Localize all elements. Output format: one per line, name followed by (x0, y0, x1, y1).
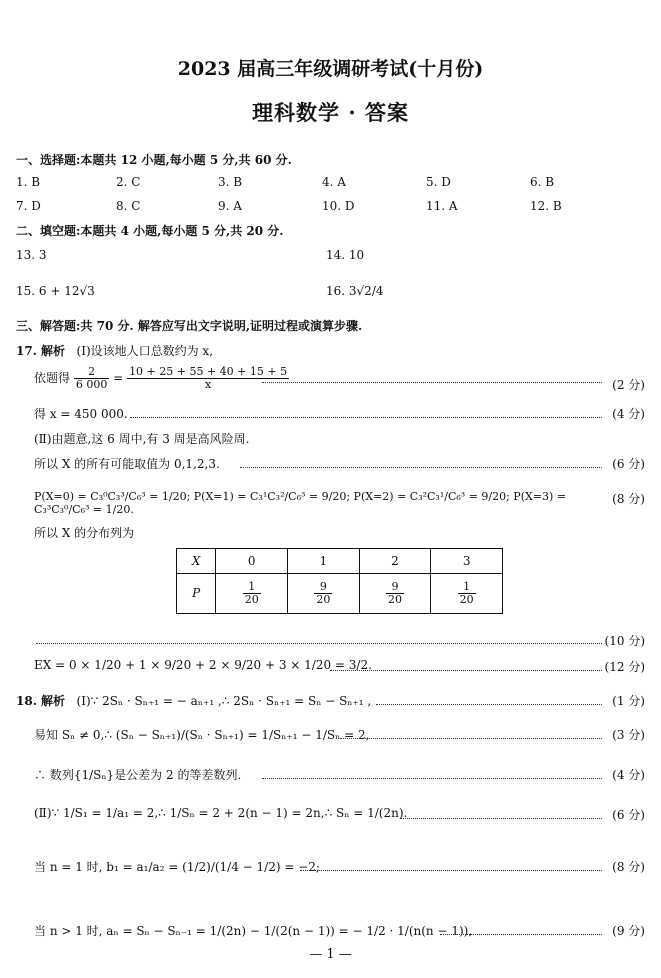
q18-text-1: (Ⅰ)∵ 2Sₙ · Sₙ₊₁ = − aₙ₊₁ ,∴ 2Sₙ · Sₙ₊₁ = Sₙ − Sₙ₊₁ , (76, 694, 372, 708)
dotted-leader (240, 467, 602, 468)
q18-line-5: 当 n = 1 时, b₁ = a₁/a₂ = (1/2)/(1/4 − 1/2) = −2; (34, 860, 320, 874)
table-cell: $\frac{9}{20}$ (359, 573, 431, 613)
dotted-leader (330, 670, 602, 671)
choice-answer: 6. B (530, 175, 555, 189)
score-label: (9 分) (612, 924, 645, 938)
choice-answer: 8. C (116, 199, 141, 213)
q17-probabilities: P(X=0) = C₃⁰C₃³/C₆³ = 1/20; P(X=1) = C₃¹C₃²/C₆³ = 9/20; P(X=2) = C₃²C₃¹/C₆³ = 9/20; P(X=3) = C₃³C₃⁰/C₆³ = 1/20. (34, 490, 567, 516)
table-cell: $\frac{9}{20}$ (288, 573, 360, 613)
q17-line-5: 所以 X 的所有可能取值为 0,1,2,3. (34, 457, 220, 471)
score-label: (12 分) (604, 660, 645, 674)
q18-line-1 (16, 692, 371, 709)
q17-label: 17. 解析 (16, 344, 66, 358)
score-label: (10 分) (604, 634, 645, 648)
score-label: (4 分) (612, 768, 645, 782)
page-title: 2023 届高三年级调研考试(十月份) (177, 58, 484, 80)
section-1-header: 一、选择题:本题共 12 小题,每小题 5 分,共 60 分. (16, 153, 292, 167)
choice-answer: 4. A (322, 175, 346, 189)
fill-answer-14: 14. 10 (326, 248, 365, 262)
score-label: (2 分) (612, 378, 645, 392)
choice-answer: 5. D (426, 175, 451, 189)
q17-text-1: (Ⅰ)设该地人口总数约为 x, (76, 344, 214, 358)
fraction: $\frac{2}{6 000}$ (75, 365, 108, 391)
choice-answer: 9. A (218, 199, 242, 213)
dotted-leader (376, 704, 602, 705)
dotted-leader (130, 417, 602, 418)
q17-line-1 (16, 342, 213, 359)
q18-label: 18. 解析 (16, 694, 66, 708)
table-row (177, 549, 503, 574)
dotted-leader (400, 818, 602, 819)
page-number: — 1 — (309, 947, 352, 962)
q18-line-6: 当 n > 1 时, aₙ = Sₙ − Sₙ₋₁ = 1/(2n) − 1/(2(n − 1)) = − 1/2 · 1/(n(n − 1)), (34, 924, 473, 938)
score-label: (8 分) (612, 492, 645, 506)
q17-line-2: 依题得 $\frac{2}{6 000}$ = $\frac{10 + 25 + 55 + 40 + 15 + 5}{x}$ (34, 365, 288, 391)
fill-answer-15: 15. 6 + 12√3 (16, 284, 95, 298)
score-label: (4 分) (612, 407, 645, 421)
page-subtitle: 理科数学 · 答案 (252, 100, 409, 125)
dotted-leader (440, 934, 602, 935)
score-label: (3 分) (612, 728, 645, 742)
distribution-table (176, 548, 503, 614)
fill-answer-16: 16. 3√2/4 (326, 284, 384, 298)
table-cell: 2 (359, 549, 431, 574)
score-label: (1 分) (612, 694, 645, 708)
choice-answer: 3. B (218, 175, 243, 189)
score-label: (8 分) (612, 860, 645, 874)
dotted-leader (262, 778, 602, 779)
choice-answer: 7. D (16, 199, 41, 213)
q17-text-2: 依题得 (34, 371, 71, 385)
table-cell: $\frac{1}{20}$ (431, 573, 503, 613)
score-label: (6 分) (612, 808, 645, 822)
dotted-leader (340, 738, 602, 739)
choice-answer: 11. A (426, 199, 458, 213)
choice-answer: 2. C (116, 175, 141, 189)
fill-answer-13: 13. 3 (16, 248, 47, 262)
table-cell: 1 (288, 549, 360, 574)
section-3-header: 三、解答题:共 70 分. 解答应写出文字说明,证明过程或演算步骤. (16, 319, 363, 333)
section-2-header: 二、填空题:本题共 4 小题,每小题 5 分,共 20 分. (16, 224, 284, 238)
table-cell: 3 (431, 549, 503, 574)
choice-answer: 1. B (16, 175, 41, 189)
q17-line-3: 得 x = 450 000. (34, 407, 128, 421)
choice-answer: 12. B (530, 199, 562, 213)
q17-dist-intro: 所以 X 的分布列为 (34, 526, 135, 540)
choice-answer: 10. D (322, 199, 355, 213)
q18-line-3: ∴ 数列{1/Sₙ}是公差为 2 的等差数列. (34, 768, 242, 782)
table-cell: 0 (216, 549, 288, 574)
score-label: (6 分) (612, 457, 645, 471)
q18-line-2: 易知 Sₙ ≠ 0,∴ (Sₙ − Sₙ₊₁)/(Sₙ · Sₙ₊₁) = 1/Sₙ₊₁ − 1/Sₙ = 2, (34, 728, 370, 742)
fraction: $\frac{10 + 25 + 55 + 40 + 15 + 5}{x}$ (129, 365, 288, 391)
table-cell: P (177, 573, 216, 613)
dotted-leader (36, 643, 602, 644)
table-cell: $\frac{1}{20}$ (216, 573, 288, 613)
q17-line-4: (Ⅱ)由题意,这 6 周中,有 3 周是高风险周. (34, 432, 250, 446)
table-row (177, 573, 503, 613)
q17-expectation: EX = 0 × 1/20 + 1 × 9/20 + 2 × 9/20 + 3 × 1/20 = 3/2. (34, 658, 372, 672)
table-cell: X (177, 549, 216, 574)
dotted-leader (262, 382, 602, 383)
dotted-leader (300, 870, 602, 871)
q18-line-4: (Ⅱ)∵ 1/S₁ = 1/a₁ = 2,∴ 1/Sₙ = 2 + 2(n − 1) = 2n,∴ Sₙ = 1/(2n). (34, 806, 408, 820)
